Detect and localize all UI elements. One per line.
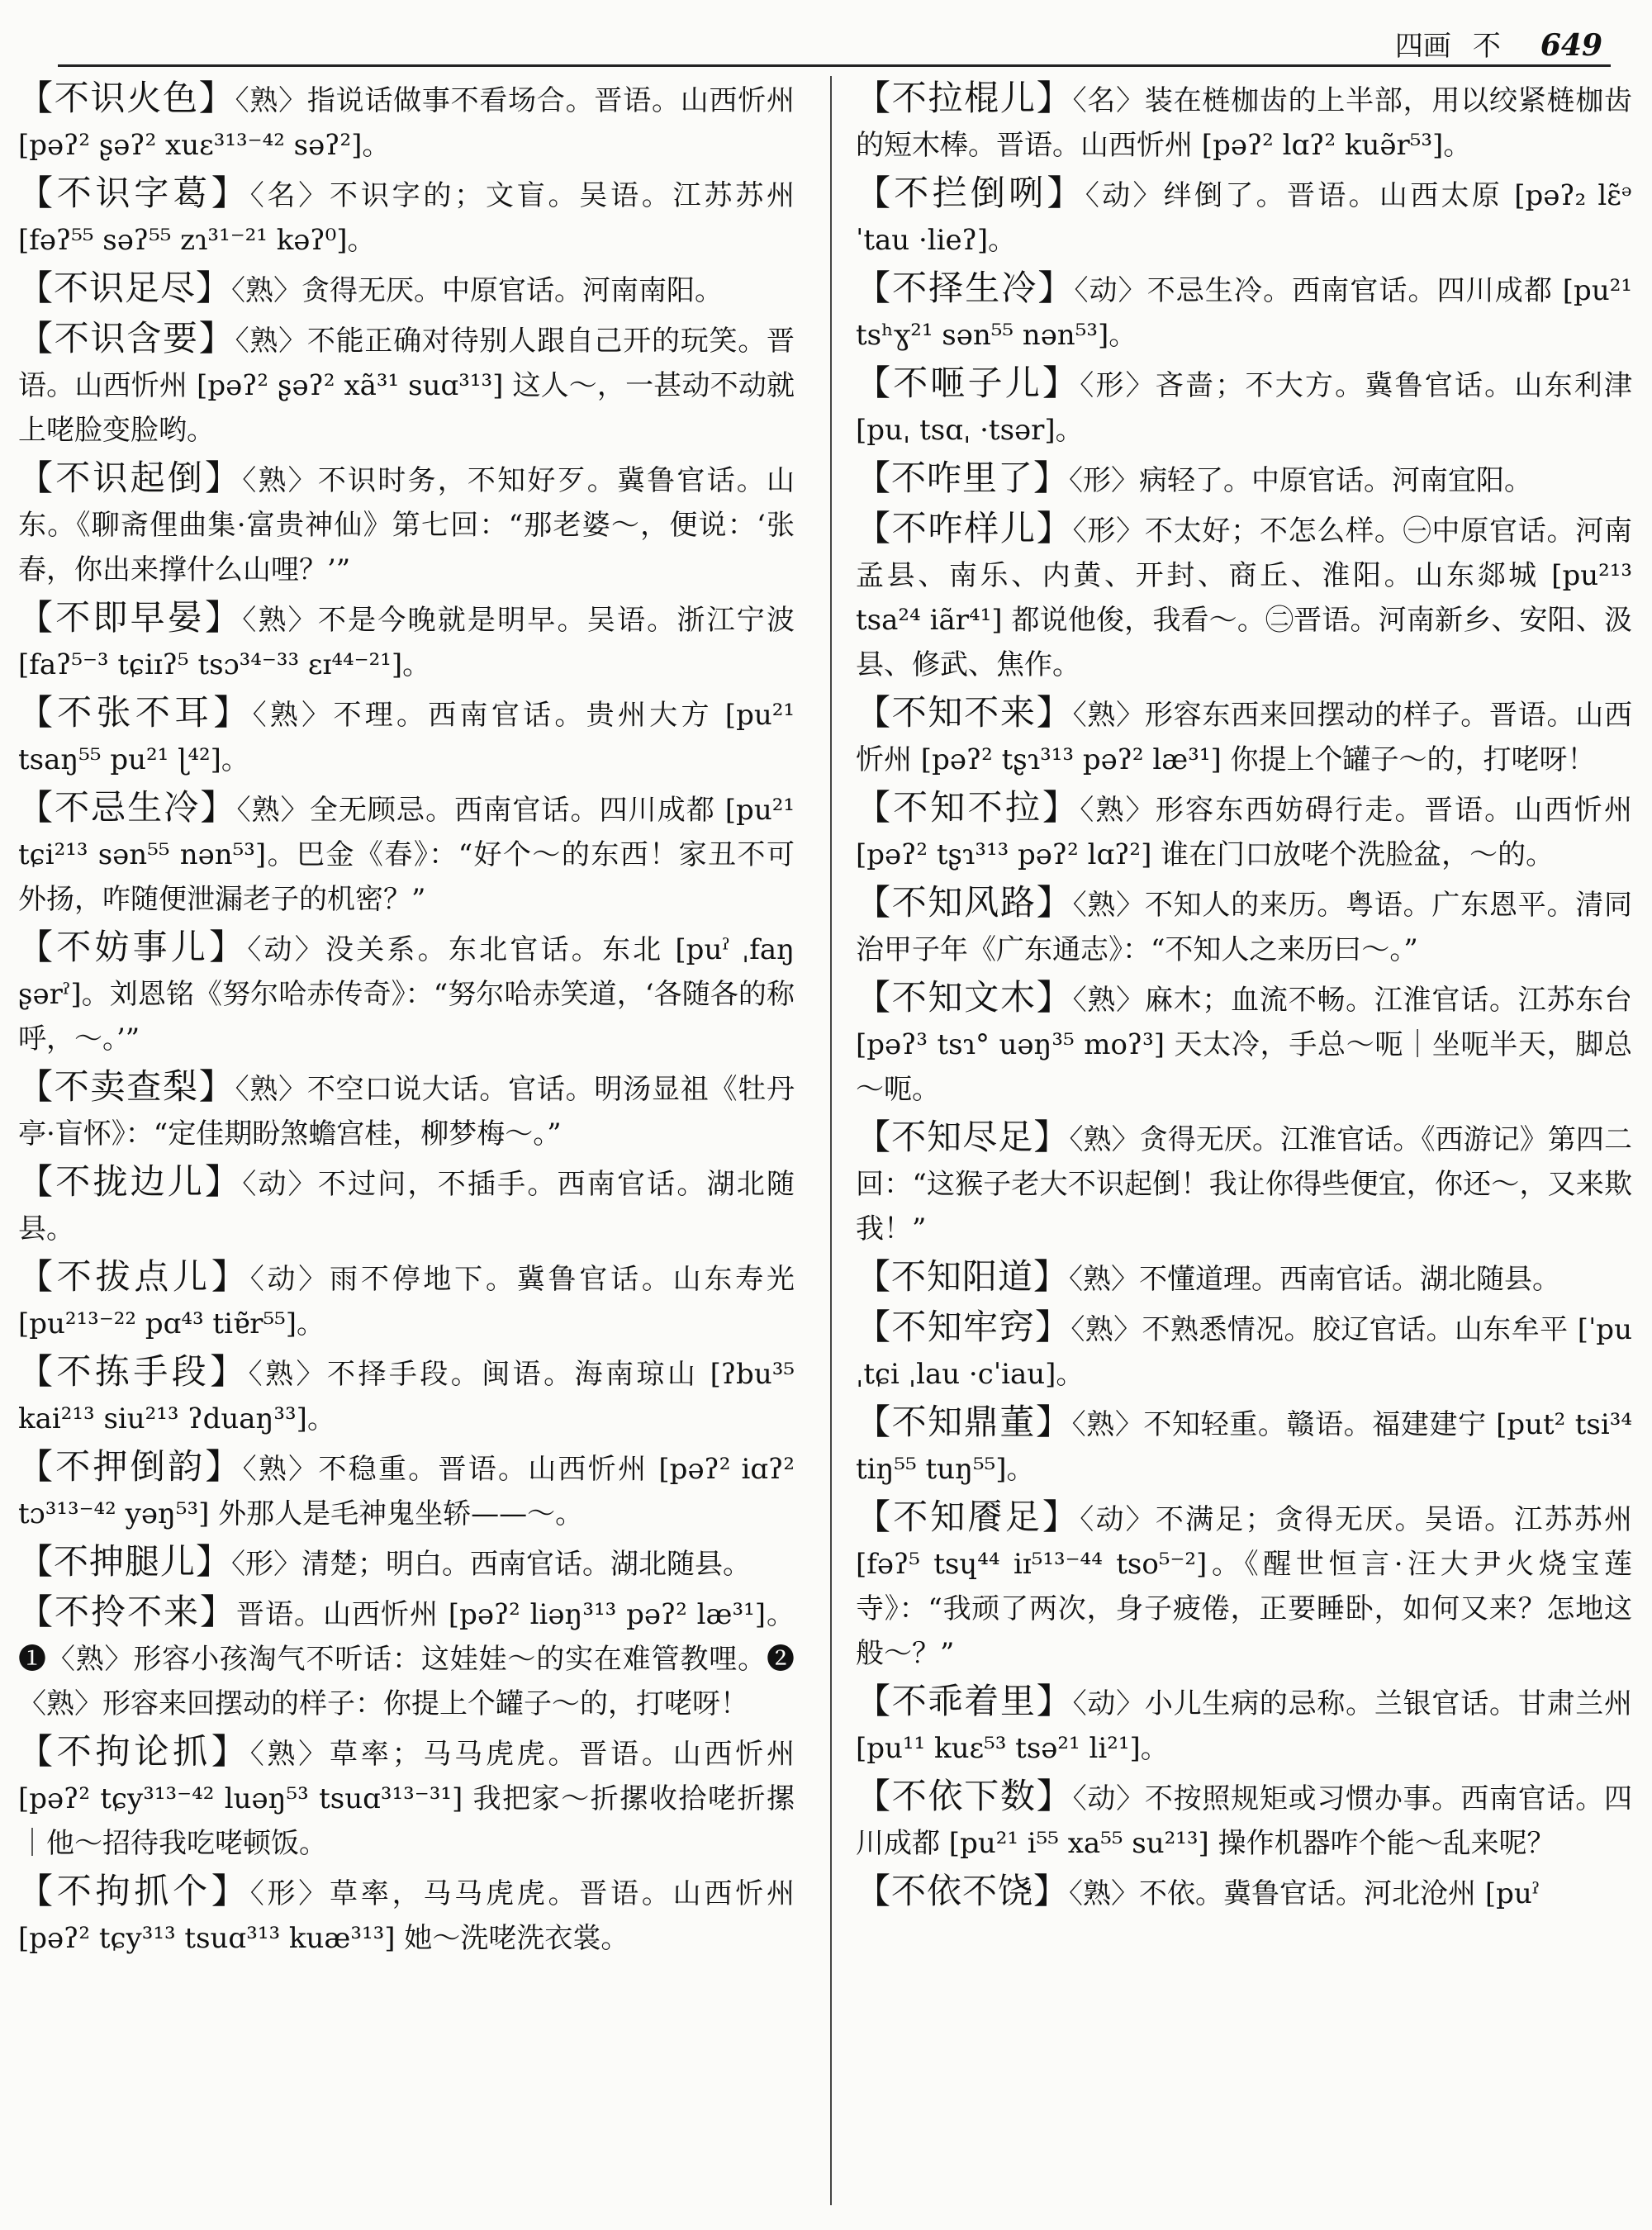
entry-text: 〈动〉没关系。东北官话。东北 [puˀ ˌfaŋ ʂərˀ]。刘恩铭《努尔哈赤传奇》：“努尔哈赤笑道，‘各随各的称呼，～。’” <box>18 933 795 1056</box>
entry-headword: 【不拢边儿】 <box>18 1161 243 1202</box>
section-label: 四画 <box>1394 30 1451 63</box>
dictionary-entry <box>856 1400 1632 1492</box>
entry-headword: 【不拎不来】 <box>18 1592 236 1632</box>
entry-text: 〈名〉装在梿枷齿的上半部，用以绞紧梿枷齿的短木棒。晋语。山西忻州 [pəʔ² lɑʔ² kuə̃r⁵³]。 <box>856 84 1632 162</box>
entry-headword: 【不知风路】 <box>856 882 1073 923</box>
dictionary-entry <box>18 76 795 168</box>
entry-text: 〈熟〉形容东西妨碍行走。晋语。山西忻州 [pəʔ² tʂɿ³¹³ pəʔ² lɑʔ²] 谁在门口放咾个洗脸盆，～的。 <box>856 794 1632 871</box>
dictionary-entry <box>856 1679 1632 1771</box>
entry-headword: 【不拘论抓】 <box>18 1731 250 1772</box>
entry-headword: 【不押倒韵】 <box>18 1446 243 1487</box>
entry-text: 〈熟〉指说话做事不看场合。晋语。山西忻州 [pəʔ² ʂəʔ² xuɛ³¹³⁻⁴² səʔ²]。 <box>18 84 795 162</box>
entry-text: 〈动〉小儿生病的忌称。兰银官话。甘肃兰州 [pu¹¹ kuɛ⁵³ tsə²¹ li²¹]。 <box>856 1687 1632 1765</box>
entry-text: 〈熟〉不知轻重。赣语。福建建宁 [put² tsi³⁴ tiŋ⁵⁵ tuŋ⁵⁵]。 <box>856 1408 1632 1486</box>
dictionary-entry <box>856 880 1632 972</box>
entry-headword: 【不知文木】 <box>856 977 1073 1018</box>
entry-headword: 【不拘抓个】 <box>18 1871 250 1911</box>
entry-text: 〈名〉不识字的；文盲。吴语。江苏苏州 [fəʔ⁵⁵ səʔ⁵⁵ zɿ³¹⁻²¹ kəʔ⁰]。 <box>18 179 795 257</box>
entry-headword: 【不知不拉】 <box>856 787 1080 828</box>
entry-text: 〈动〉绊倒了。晋语。山西太原 [pəʔ₂ lɛ̃ᵊ ˈtau ·lieʔ]。 <box>856 179 1632 257</box>
entry-text: 〈熟〉不理。西南官话。贵州大方 [pu²¹ tsaŋ⁵⁵ pu²¹ ɭ⁴²]。 <box>18 699 795 776</box>
running-head <box>1395 23 1602 64</box>
entry-headword: 【不张不耳】 <box>18 692 253 733</box>
entry-headword: 【不依下数】 <box>856 1776 1073 1816</box>
dictionary-entry <box>856 1869 1632 1916</box>
entry-text: 〈熟〉形容东西来回摆动的样子。晋语。山西忻州 [pəʔ² tʂɿ³¹³ pəʔ² læ³¹] 你提上个罐子～的，打咾呀！ <box>856 699 1632 776</box>
entry-headword: 【不咋里了】 <box>856 458 1070 498</box>
entry-text: 〈熟〉不能正确对待别人跟自己开的玩笑。晋语。山西忻州 [pəʔ² ʂəʔ² xã³¹ suɑ³¹³] 这人～，一甚动不动就上咾脸变脸哟。 <box>18 325 795 447</box>
entry-text: 〈熟〉草率；马马虎虎。晋语。山西忻州 [pəʔ² tɕy³¹³⁻⁴² luəŋ⁵³ tsuɑ³¹³⁻³¹] 我把家～折摞收拾咾折摞｜他～招待我吃咾顿饭。 <box>18 1738 795 1860</box>
entry-text: 〈熟〉不空口说大话。官话。明汤显祖《牡丹亭·盲怀》：“定佳期盼煞蟾宫桂，柳梦梅～。” <box>18 1073 795 1151</box>
entry-headword: 【不妨事儿】 <box>18 927 248 967</box>
dictionary-entry <box>18 1445 795 1536</box>
dictionary-entry <box>856 1495 1632 1676</box>
entry-headword: 【不忌生冷】 <box>18 787 237 828</box>
entry-text: 〈动〉不过问，不插手。西南官话。湖北随县。 <box>18 1168 795 1245</box>
entry-text: 〈动〉不忌生冷。西南官话。四川成都 [pu²¹ tsʰɣ²¹ sən⁵⁵ nən⁵³]。 <box>856 274 1632 352</box>
entry-text: 〈形〉清楚；明白。西南官话。湖北随县。 <box>231 1548 752 1581</box>
dictionary-entry <box>18 1869 795 1961</box>
dictionary-entry <box>856 456 1632 503</box>
entry-headword: 【不知鼎董】 <box>856 1402 1072 1442</box>
entry-headword: 【不乖着里】 <box>856 1681 1073 1721</box>
dictionary-entry <box>18 785 795 922</box>
entry-headword: 【不知牢窍】 <box>856 1307 1071 1347</box>
dictionary-entry <box>856 690 1632 782</box>
entry-headword: 【不咋样儿】 <box>856 508 1073 548</box>
dictionary-entry <box>856 361 1632 453</box>
entry-text: 〈熟〉不是今晚就是明早。吴语。浙江宁波 [faʔ⁵⁻³ tɕiɪʔ⁵ tsɔ³⁴⁻³³ ɛɪ⁴⁴⁻²¹]。 <box>18 604 795 681</box>
entry-text: 〈熟〉不知人的来历。粤语。广东恩平。清同治甲子年《广东通志》：“不知人之来历曰～。” <box>856 889 1632 966</box>
entry-text: 〈形〉草率，马马虎虎。晋语。山西忻州 [pəʔ² tɕy³¹³ tsuɑ³¹³ kuæ³¹³] 她～洗咾洗衣裳。 <box>18 1877 795 1955</box>
entry-headword: 【不抻腿儿】 <box>18 1541 232 1582</box>
entry-text: 〈熟〉麻木；血流不畅。江淮官话。江苏东台 [pəʔ³ tsɿ° uəŋ³⁵ moʔ³] 天太冷，手总～呃｜坐呃半天，脚总～呃。 <box>856 984 1632 1106</box>
entry-headword: 【不拔点儿】 <box>18 1256 250 1297</box>
entry-text: 〈熟〉不依。冀鲁官话。河北沧州 [puˀ <box>1069 1877 1540 1910</box>
dictionary-entry <box>18 1729 795 1866</box>
entry-headword: 【不识火色】 <box>18 78 235 118</box>
dictionary-entry <box>18 1065 795 1156</box>
page-number: 649 <box>1540 28 1602 63</box>
entry-headword: 【不识字葛】 <box>18 173 250 213</box>
dictionary-entry <box>18 266 795 313</box>
entry-headword: 【不知餍足】 <box>856 1497 1080 1537</box>
entry-headword: 【不知不来】 <box>856 692 1073 733</box>
left-column <box>18 76 795 1964</box>
dictionary-entry <box>856 266 1632 358</box>
entry-text: 〈熟〉不识时务，不知好歹。冀鲁官话。山东。《聊斋俚曲集·富贵神仙》第七回：“那老婆～，便说：‘张春，你出来撑什么山哩？’” <box>18 464 795 586</box>
dictionary-entry <box>856 1115 1632 1251</box>
entry-headword: 【不择生冷】 <box>856 268 1075 308</box>
dictionary-entry <box>18 1160 795 1251</box>
entry-headword: 【不即早晏】 <box>18 597 243 638</box>
entry-headword: 【不知尽足】 <box>856 1117 1070 1157</box>
dictionary-entry <box>856 76 1632 168</box>
dictionary-entry <box>18 595 795 687</box>
dictionary-entry <box>18 171 795 263</box>
entry-text: 〈熟〉贪得无厌。中原官话。河南南阳。 <box>231 274 724 307</box>
dictionary-entry <box>18 1590 795 1726</box>
dictionary-entry <box>18 1540 795 1587</box>
entry-text: 〈动〉不满足；贪得无厌。吴语。江苏苏州 [fəʔ⁵ tsɥ⁴⁴ iɪ⁵¹³⁻⁴⁴ tso⁵⁻²]。《醒世恒言·汪大尹火烧宝莲寺》：“我顽了两次，身子疲倦，正要睡卧，如何又来？怎地这般～？” <box>856 1503 1632 1670</box>
entry-text: 〈形〉吝啬；不大方。冀鲁官话。山东利津 [puˌ tsɑˌ ·tsər]。 <box>856 369 1632 447</box>
dictionary-entry <box>856 1774 1632 1866</box>
entry-text: 〈熟〉不懂道理。西南官话。湖北随县。 <box>1069 1263 1561 1296</box>
dictionary-entry <box>856 506 1632 687</box>
entry-text: 〈熟〉全无顾忌。西南官话。四川成都 [pu²¹ tɕi²¹³ sən⁵⁵ nən⁵³]。巴金《春》：“好个～的东西！家丑不可外扬，咋随便泄漏老子的机密？” <box>18 794 795 916</box>
entry-text: 〈形〉病轻了。中原官话。河南宜阳。 <box>1069 464 1533 497</box>
dictionary-entry <box>18 456 795 592</box>
head-character: 不 <box>1472 30 1501 63</box>
dictionary-entry <box>856 1305 1632 1397</box>
entry-text: 〈动〉雨不停地下。冀鲁官话。山东寿光 [pu²¹³⁻²² pɑ⁴³ tiɐ̃r⁵⁵]。 <box>18 1263 795 1340</box>
dictionary-entry <box>856 785 1632 877</box>
dictionary-entry <box>856 171 1632 263</box>
entry-text: 〈动〉不按照规矩或习惯办事。西南官话。四川成都 [pu²¹ i⁵⁵ xa⁵⁵ su²¹³] 操作机器咋个能～乱来呢？ <box>856 1782 1632 1860</box>
entry-text: 〈熟〉不稳重。晋语。山西忻州 [pəʔ² iɑʔ² tɔ³¹³⁻⁴² yəŋ⁵³] 外那人是毛神鬼坐轿——～。 <box>18 1453 795 1530</box>
entry-headword: 【不拉棍儿】 <box>856 78 1073 118</box>
dictionary-entry <box>18 690 795 782</box>
entry-text: 〈熟〉不熟悉情况。胶辽官话。山东牟平 [ˈpu ˌtɕi ˌlau ·cˈiau]。 <box>856 1313 1632 1391</box>
entry-text: 〈熟〉不择手段。闽语。海南琼山 [ʔbu³⁵ kai²¹³ siu²¹³ ʔduaŋ³³]。 <box>18 1358 795 1435</box>
entry-text: 〈熟〉贪得无厌。江淮官话。《西游记》第四二回：“这猴子老大不识起倒！我让你得些便宜，你还～，又来欺我！” <box>856 1123 1632 1245</box>
column-divider <box>830 76 832 2205</box>
entry-headword: 【不识起倒】 <box>18 458 243 498</box>
entry-headword: 【不知阳道】 <box>856 1256 1070 1297</box>
entry-text: 晋语。山西忻州 [pəʔ² liəŋ³¹³ pəʔ² læ³¹]。❶〈熟〉形容小孩淘气不听话：这娃娃～的实在难管教哩。❷〈熟〉形容来回摆动的样子：你提上个罐子～的，打咾呀！ <box>18 1598 795 1720</box>
entry-headword: 【不拦倒咧】 <box>856 173 1085 213</box>
dictionary-entry <box>856 975 1632 1112</box>
entry-headword: 【不卖查梨】 <box>18 1066 235 1107</box>
right-column <box>856 76 1632 1919</box>
dictionary-entry <box>856 1255 1632 1302</box>
dictionary-entry <box>18 925 795 1061</box>
entry-text: 〈形〉不太好；不怎么样。㊀中原官话。河南孟县、南乐、内黄、开封、商丘、淮阳。山东郯城 [pu²¹³ tsa²⁴ iãr⁴¹] 都说他俊，我看～。㊁晋语。河南新乡、安阳、汲县、修武、焦作。 <box>856 515 1632 681</box>
header-rule <box>58 64 1611 67</box>
entry-headword: 【不识含要】 <box>18 318 235 358</box>
entry-headword: 【不咂子儿】 <box>856 363 1080 403</box>
entry-headword: 【不识足尽】 <box>18 268 232 308</box>
dictionary-entry <box>18 1350 795 1441</box>
entry-headword: 【不依不饶】 <box>856 1871 1070 1911</box>
dictionary-entry <box>18 1255 795 1346</box>
entry-headword: 【不拣手段】 <box>18 1351 249 1392</box>
dictionary-entry <box>18 316 795 453</box>
